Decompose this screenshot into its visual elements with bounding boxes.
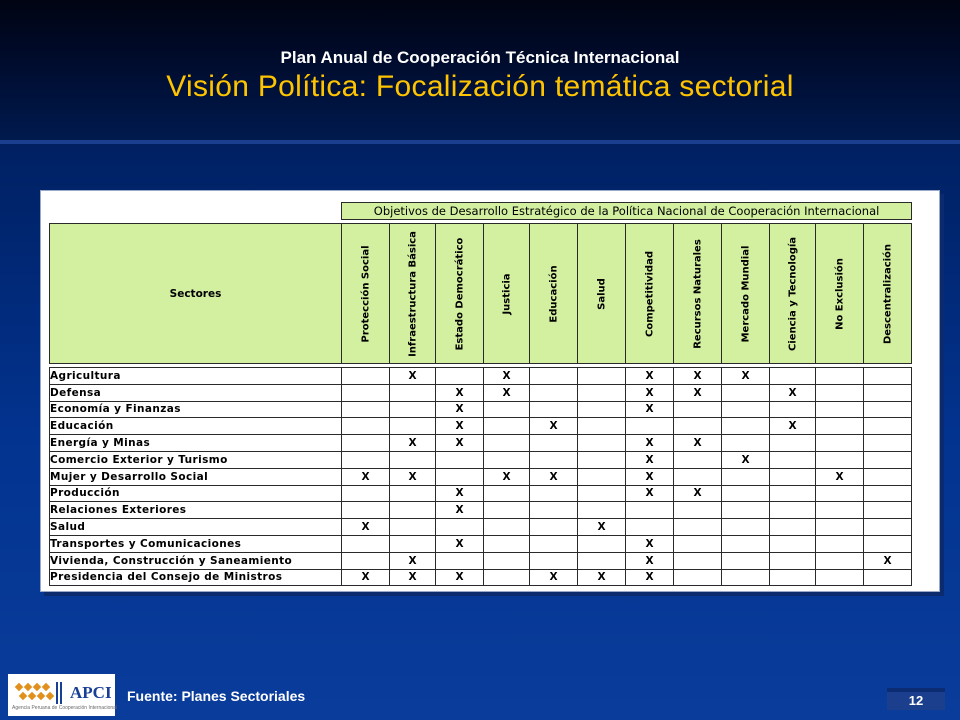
mark-cell xyxy=(484,535,530,552)
mark-cell xyxy=(342,535,390,552)
mark-cell xyxy=(390,451,436,468)
mark-cell xyxy=(342,485,390,502)
mark-cell xyxy=(770,435,816,452)
mark-cell: X xyxy=(626,485,674,502)
mark-cell xyxy=(770,485,816,502)
mark-cell: X xyxy=(626,552,674,569)
mark-cell: X xyxy=(674,368,722,385)
mark-cell xyxy=(578,468,626,485)
mark-cell: X xyxy=(530,468,578,485)
mark-cell: X xyxy=(578,519,626,536)
mark-cell xyxy=(342,502,390,519)
mark-cell: X xyxy=(484,384,530,401)
mark-cell xyxy=(626,502,674,519)
logo-text: APCI xyxy=(70,683,112,702)
page-number: 12 xyxy=(887,688,945,710)
mark-cell xyxy=(674,552,722,569)
mark-cell xyxy=(864,435,912,452)
objectives-group-header: Objetivos de Desarrollo Estratégico de la Política Nacional de Cooperación Internacional xyxy=(342,203,912,220)
mark-cell xyxy=(342,368,390,385)
mark-cell xyxy=(484,519,530,536)
mark-cell: X xyxy=(722,451,770,468)
objective-column-header xyxy=(864,224,912,364)
objective-column-header xyxy=(722,224,770,364)
mark-cell: X xyxy=(674,435,722,452)
mark-cell xyxy=(674,468,722,485)
mark-cell xyxy=(722,502,770,519)
objective-column-header xyxy=(390,224,436,364)
mark-cell: X xyxy=(436,502,484,519)
mark-cell xyxy=(484,418,530,435)
mark-cell xyxy=(530,435,578,452)
mark-cell xyxy=(436,552,484,569)
slide-title: Visión Política: Focalización temática sectorial xyxy=(166,70,794,103)
objective-label: Descentralización xyxy=(882,243,894,344)
mark-cell xyxy=(770,451,816,468)
objective-column-header xyxy=(342,224,390,364)
mark-cell xyxy=(578,368,626,385)
mark-cell: X xyxy=(626,468,674,485)
mark-cell: X xyxy=(342,569,390,586)
mark-cell xyxy=(484,435,530,452)
mark-cell xyxy=(722,435,770,452)
apci-logo xyxy=(8,674,118,716)
mark-cell xyxy=(816,519,864,536)
sectors-column-header: Sectores xyxy=(50,224,342,364)
mark-cell xyxy=(342,384,390,401)
mark-cell: X xyxy=(530,569,578,586)
mark-cell: X xyxy=(484,468,530,485)
mark-cell xyxy=(578,535,626,552)
mark-cell xyxy=(864,468,912,485)
mark-cell xyxy=(722,401,770,418)
mark-cell: X xyxy=(674,384,722,401)
table-row xyxy=(50,552,912,569)
mark-cell xyxy=(674,401,722,418)
mark-cell xyxy=(722,569,770,586)
mark-cell: X xyxy=(626,535,674,552)
mark-cell xyxy=(390,485,436,502)
mark-cell xyxy=(864,502,912,519)
sector-name: Presidencia del Consejo de Ministros xyxy=(50,569,342,586)
mark-cell xyxy=(342,435,390,452)
logo-subtext: Agencia Peruana de Cooperación Internacional xyxy=(12,705,118,711)
objective-label: Infraestructura Básica xyxy=(407,230,418,357)
mark-cell xyxy=(578,552,626,569)
mark-cell xyxy=(770,569,816,586)
mark-cell xyxy=(816,451,864,468)
mark-cell: X xyxy=(864,552,912,569)
mark-cell xyxy=(722,384,770,401)
mark-cell: X xyxy=(390,569,436,586)
mark-cell xyxy=(674,502,722,519)
objective-label: Educación xyxy=(548,264,559,323)
mark-cell xyxy=(674,535,722,552)
sector-name: Transportes y Comunicaciones xyxy=(50,535,342,552)
mark-cell xyxy=(484,451,530,468)
table-row xyxy=(50,502,912,519)
mark-cell: X xyxy=(484,368,530,385)
objective-column-header xyxy=(436,224,484,364)
mark-cell xyxy=(722,519,770,536)
mark-cell xyxy=(484,502,530,519)
objective-label: Justicia xyxy=(501,272,512,315)
mark-cell: X xyxy=(342,519,390,536)
mark-cell xyxy=(342,418,390,435)
mark-cell: X xyxy=(342,468,390,485)
sector-name: Energía y Minas xyxy=(50,435,342,452)
mark-cell xyxy=(770,401,816,418)
mark-cell xyxy=(530,384,578,401)
mark-cell xyxy=(342,451,390,468)
mark-cell xyxy=(626,519,674,536)
sector-name: Agricultura xyxy=(50,368,342,385)
mark-cell xyxy=(722,418,770,435)
sector-objective-matrix xyxy=(49,202,912,586)
mark-cell xyxy=(342,552,390,569)
mark-cell xyxy=(864,519,912,536)
mark-cell xyxy=(390,519,436,536)
mark-cell xyxy=(484,401,530,418)
mark-cell xyxy=(530,401,578,418)
mark-cell: X xyxy=(626,435,674,452)
mark-cell: X xyxy=(436,569,484,586)
table-row xyxy=(50,485,912,502)
sector-name: Mujer y Desarrollo Social xyxy=(50,468,342,485)
mark-cell xyxy=(484,485,530,502)
mark-cell xyxy=(816,502,864,519)
mark-cell: X xyxy=(436,435,484,452)
mark-cell xyxy=(722,468,770,485)
slide-subtitle: Plan Anual de Cooperación Técnica Internacional xyxy=(280,48,680,67)
objective-label: Competitividad xyxy=(644,250,655,337)
mark-cell xyxy=(436,468,484,485)
table-row xyxy=(50,418,912,435)
mark-cell xyxy=(390,401,436,418)
table-row xyxy=(50,368,912,385)
objective-column-header xyxy=(530,224,578,364)
mark-cell xyxy=(530,502,578,519)
sector-name: Educación xyxy=(50,418,342,435)
mark-cell xyxy=(816,569,864,586)
mark-cell: X xyxy=(436,535,484,552)
objective-column-header xyxy=(484,224,530,364)
objective-label: Recursos Naturales xyxy=(692,238,703,349)
mark-cell xyxy=(674,418,722,435)
mark-cell xyxy=(770,552,816,569)
mark-cell xyxy=(530,451,578,468)
mark-cell: X xyxy=(770,384,816,401)
objective-column-header xyxy=(578,224,626,364)
header-divider xyxy=(0,140,960,144)
table-row xyxy=(50,401,912,418)
mark-cell: X xyxy=(578,569,626,586)
mark-cell: X xyxy=(770,418,816,435)
table-row xyxy=(50,468,912,485)
mark-cell xyxy=(578,485,626,502)
mark-cell xyxy=(626,418,674,435)
mark-cell xyxy=(578,418,626,435)
mark-cell xyxy=(390,535,436,552)
mark-cell xyxy=(674,451,722,468)
sector-name: Vivienda, Construcción y Saneamiento xyxy=(50,552,342,569)
mark-cell: X xyxy=(626,368,674,385)
mark-cell xyxy=(864,451,912,468)
mark-cell xyxy=(390,418,436,435)
sector-name: Economía y Finanzas xyxy=(50,401,342,418)
mark-cell xyxy=(342,401,390,418)
sector-name: Defensa xyxy=(50,384,342,401)
mark-cell xyxy=(530,552,578,569)
sector-name: Relaciones Exteriores xyxy=(50,502,342,519)
mark-cell xyxy=(770,368,816,385)
mark-cell xyxy=(816,552,864,569)
objective-label: Estado Democrático xyxy=(454,237,465,350)
mark-cell: X xyxy=(626,401,674,418)
mark-cell xyxy=(770,502,816,519)
mark-cell xyxy=(578,502,626,519)
mark-cell: X xyxy=(816,468,864,485)
mark-cell xyxy=(816,435,864,452)
mark-cell: X xyxy=(722,368,770,385)
mark-cell xyxy=(864,535,912,552)
source-note: Fuente: Planes Sectoriales xyxy=(127,688,306,704)
objective-label: Salud xyxy=(596,277,607,310)
mark-cell xyxy=(722,552,770,569)
mark-cell xyxy=(484,569,530,586)
table-row xyxy=(50,535,912,552)
objective-label: Mercado Mundial xyxy=(740,245,751,342)
mark-cell xyxy=(816,401,864,418)
mark-cell xyxy=(674,569,722,586)
objective-label: No Exclusión xyxy=(834,257,845,330)
table-row xyxy=(50,569,912,586)
mark-cell xyxy=(864,485,912,502)
mark-cell xyxy=(864,401,912,418)
table-row xyxy=(50,519,912,536)
mark-cell: X xyxy=(626,451,674,468)
mark-cell xyxy=(816,535,864,552)
mark-cell xyxy=(436,368,484,385)
mark-cell: X xyxy=(436,401,484,418)
mark-cell: X xyxy=(530,418,578,435)
mark-cell xyxy=(816,368,864,385)
mark-cell xyxy=(816,384,864,401)
mark-cell xyxy=(674,519,722,536)
mark-cell: X xyxy=(390,552,436,569)
mark-cell xyxy=(722,535,770,552)
mark-cell: X xyxy=(626,569,674,586)
mark-cell xyxy=(816,418,864,435)
mark-cell xyxy=(770,535,816,552)
sector-matrix-card xyxy=(40,190,940,592)
mark-cell xyxy=(390,502,436,519)
mark-cell xyxy=(864,569,912,586)
objective-column-header xyxy=(626,224,674,364)
mark-cell: X xyxy=(390,368,436,385)
mark-cell: X xyxy=(436,418,484,435)
mark-cell xyxy=(770,519,816,536)
mark-cell xyxy=(530,519,578,536)
mark-cell xyxy=(864,418,912,435)
mark-cell xyxy=(436,519,484,536)
sector-name: Salud xyxy=(50,519,342,536)
objective-column-header xyxy=(816,224,864,364)
mark-cell xyxy=(530,368,578,385)
mark-cell xyxy=(578,401,626,418)
mark-cell xyxy=(530,485,578,502)
table-corner xyxy=(50,203,342,220)
table-row xyxy=(50,384,912,401)
mark-cell xyxy=(578,384,626,401)
mark-cell xyxy=(390,384,436,401)
mark-cell: X xyxy=(626,384,674,401)
apci-logo-mark-icon xyxy=(12,678,70,708)
mark-cell xyxy=(722,485,770,502)
sector-name: Comercio Exterior y Turismo xyxy=(50,451,342,468)
mark-cell: X xyxy=(436,384,484,401)
mark-cell xyxy=(770,468,816,485)
mark-cell xyxy=(484,552,530,569)
objective-column-header xyxy=(674,224,722,364)
mark-cell xyxy=(436,451,484,468)
table-row xyxy=(50,435,912,452)
sector-name: Producción xyxy=(50,485,342,502)
mark-cell xyxy=(578,451,626,468)
objective-label: Protección Social xyxy=(360,244,371,343)
mark-cell xyxy=(578,435,626,452)
objective-column-header xyxy=(770,224,816,364)
mark-cell xyxy=(816,485,864,502)
mark-cell: X xyxy=(390,468,436,485)
mark-cell: X xyxy=(436,485,484,502)
objective-label: Ciencia y Tecnología xyxy=(787,236,798,351)
mark-cell xyxy=(864,384,912,401)
mark-cell xyxy=(864,368,912,385)
mark-cell xyxy=(530,535,578,552)
mark-cell: X xyxy=(674,485,722,502)
mark-cell: X xyxy=(390,435,436,452)
table-row xyxy=(50,451,912,468)
